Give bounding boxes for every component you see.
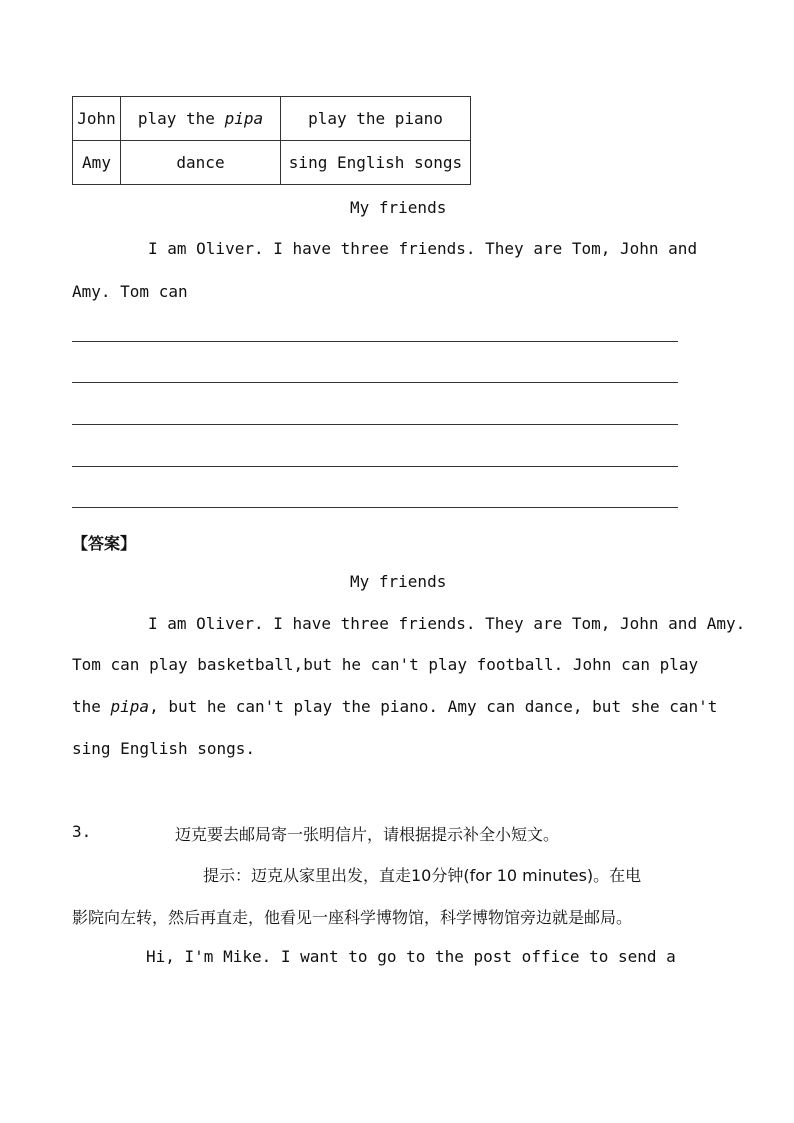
can-cell — [121, 97, 281, 141]
cannot-cell: play the piano — [281, 97, 471, 141]
answer-line-3 — [72, 697, 717, 716]
question-prompt: 迈克要去邮局寄一张明信片，请根据提示补全小短文。 — [175, 825, 560, 844]
answer-line-2: Tom can play basketball,but he can't play football. John can play — [72, 655, 699, 674]
table-row — [73, 97, 471, 141]
writing-line — [72, 507, 678, 508]
hint-line-1: 提示：迈克从家里出发，直走10分钟(for 10 minutes)。在电 — [203, 866, 642, 885]
can-cell — [121, 141, 281, 185]
cannot-cell: sing English songs — [281, 141, 471, 185]
can-text: dance — [176, 153, 225, 172]
hint-line-2: 影院向左转，然后再直走，他看见一座科学博物馆，科学博物馆旁边就是邮局。 — [72, 908, 633, 927]
question-number: 3. — [72, 822, 92, 841]
story-start: Hi, I'm Mike. I want to go to the post office to send a — [146, 947, 676, 966]
info-table — [72, 96, 471, 185]
answer-line-3-a: the — [72, 697, 111, 716]
answer-label: 【答案】 — [72, 534, 137, 553]
name-cell: John — [73, 97, 121, 141]
writing-line — [72, 341, 678, 342]
exercise-line-2: Amy. Tom can — [72, 282, 188, 301]
writing-line — [72, 424, 678, 425]
writing-line — [72, 382, 678, 383]
name-cell: Amy — [73, 141, 121, 185]
answer-line-3-italic: pipa — [110, 697, 150, 716]
exercise-title: My friends — [350, 198, 447, 217]
can-text-italic: pipa — [224, 109, 264, 128]
answer-line-4: sing English songs. — [72, 739, 256, 758]
writing-line — [72, 466, 678, 467]
answer-title: My friends — [350, 572, 447, 591]
answer-line-1: I am Oliver. I have three friends. They are Tom, John and Amy. — [148, 614, 746, 633]
exercise-line-1: I am Oliver. I have three friends. They are Tom, John and — [148, 239, 698, 258]
answer-line-3-b: , but he can't play the piano. Amy can dance, but she can't — [149, 697, 718, 716]
table-row — [73, 141, 471, 185]
can-text: play the — [137, 109, 225, 128]
